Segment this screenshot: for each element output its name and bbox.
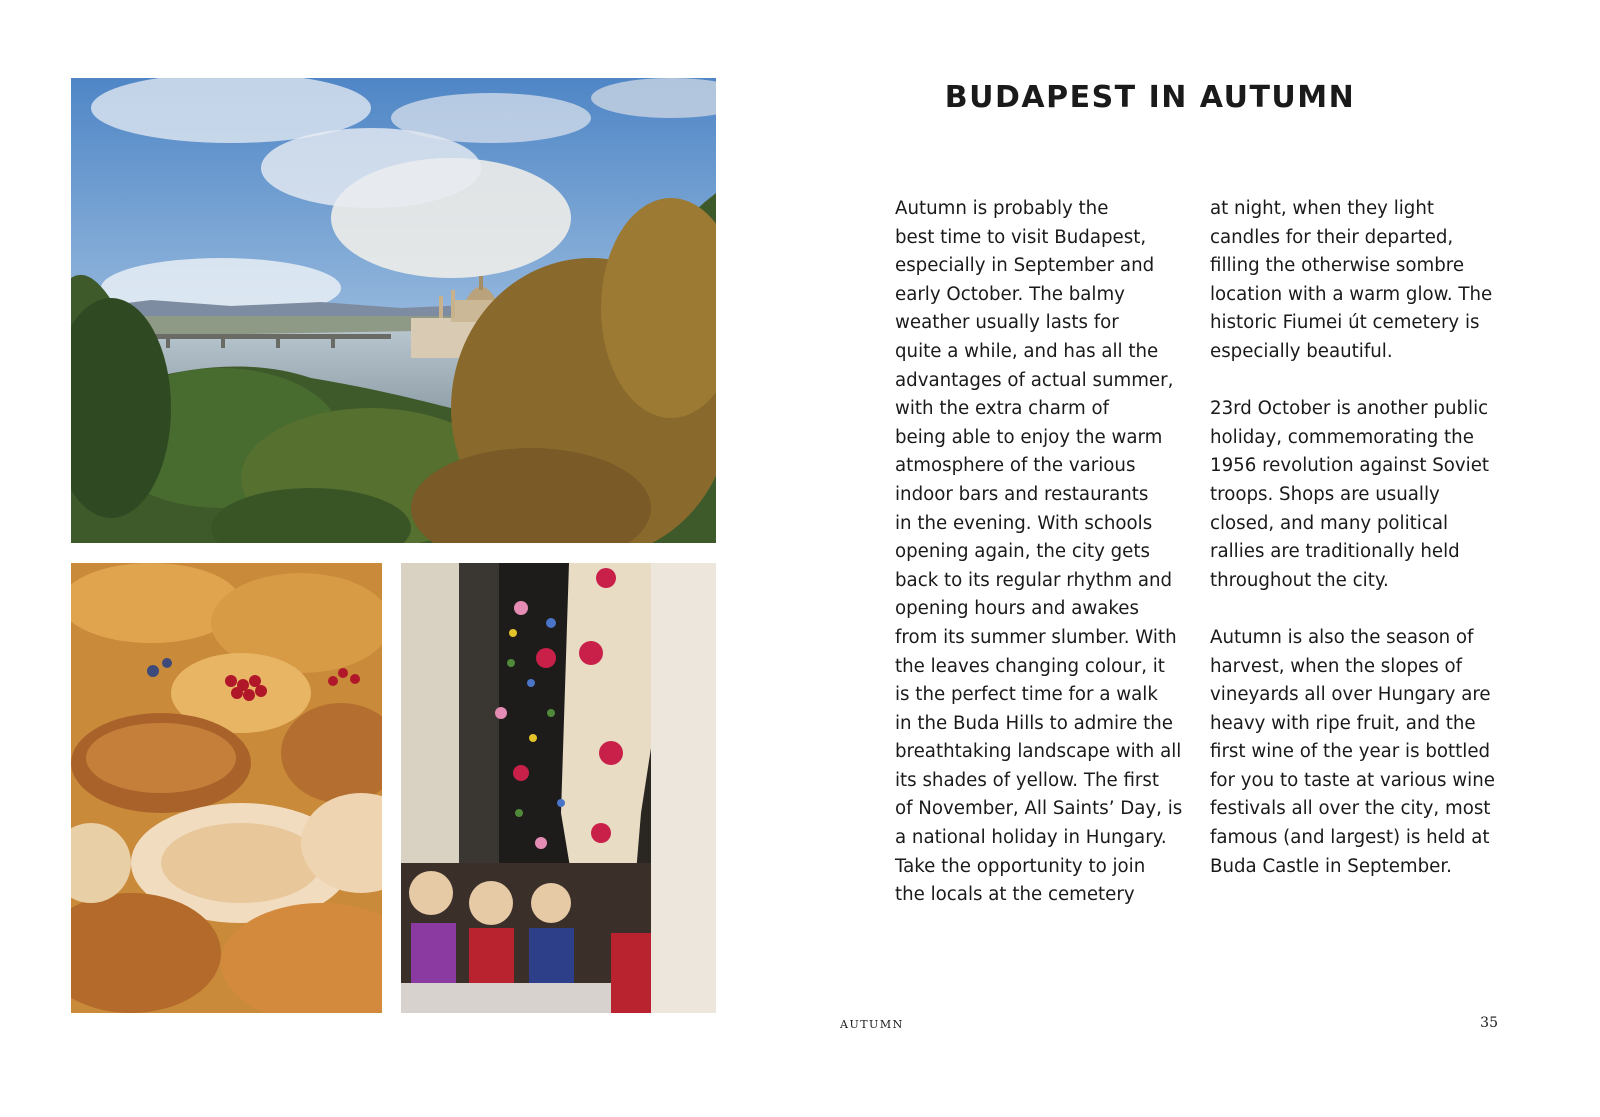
text-line: heavy with ripe fruit, and the xyxy=(1210,712,1476,734)
text-line: throughout the city. xyxy=(1210,569,1389,591)
text-line: its shades of yellow. The first xyxy=(895,769,1159,791)
paragraph xyxy=(1210,195,1530,367)
text-line: Take the opportunity to join xyxy=(895,855,1146,877)
text-line: especially beautiful. xyxy=(1210,340,1393,362)
text-line: first wine of the year is bottled xyxy=(1210,741,1491,763)
text-line: candles for their departed, xyxy=(1210,226,1454,248)
pastries-photo xyxy=(71,563,382,1013)
text-column-right xyxy=(1210,195,1530,881)
text-line: at night, when they light xyxy=(1210,198,1435,219)
text-line: in the evening. With schools xyxy=(895,512,1153,534)
paragraph xyxy=(895,195,1195,910)
text-line: weather usually lasts for xyxy=(895,312,1119,334)
text-line: filling the otherwise sombre xyxy=(1210,255,1465,277)
text-column-left xyxy=(895,195,1195,910)
text-line: opening again, the city gets xyxy=(895,541,1150,563)
text-line: indoor bars and restaurants xyxy=(895,483,1149,505)
text-line: best time to visit Budapest, xyxy=(895,226,1147,248)
text-line: early October. The balmy xyxy=(895,283,1125,305)
text-line: Buda Castle in September. xyxy=(1210,855,1452,877)
text-line: from its summer slumber. With xyxy=(895,626,1177,648)
text-line: Autumn is probably the xyxy=(895,198,1109,219)
text-line: Autumn is also the season of xyxy=(1210,626,1474,648)
text-line: vineyards all over Hungary are xyxy=(1210,684,1491,706)
text-line: for you to taste at various wine xyxy=(1210,769,1495,791)
paragraph xyxy=(1210,395,1530,595)
text-line: the locals at the cemetery xyxy=(895,884,1135,906)
text-line: famous (and largest) is held at xyxy=(1210,827,1490,849)
text-line: 23rd October is another public xyxy=(1210,398,1489,420)
text-line: opening hours and awakes xyxy=(895,598,1139,620)
running-footer-section: AUTUMN xyxy=(840,1018,904,1031)
text-line: historic Fiumei út cemetery is xyxy=(1210,312,1480,334)
text-line: breathtaking landscape with all xyxy=(895,741,1182,763)
text-line: is the perfect time for a walk xyxy=(895,684,1158,706)
text-line: rallies are traditionally held xyxy=(1210,541,1460,563)
text-line: advantages of actual summer, xyxy=(895,369,1174,391)
text-line: in the Buda Hills to admire the xyxy=(895,712,1173,734)
text-line: closed, and many political xyxy=(1210,512,1449,534)
page-title: BUDAPEST IN AUTUMN xyxy=(944,80,1356,115)
text-line: harvest, when the slopes of xyxy=(1210,655,1462,677)
lace-embroidery-photo xyxy=(401,563,716,1013)
text-line: festivals all over the city, most xyxy=(1210,798,1491,820)
budapest-panorama-photo xyxy=(71,78,716,543)
text-line: atmosphere of the various xyxy=(895,455,1136,477)
text-line: especially in September and xyxy=(895,255,1155,277)
text-line: holiday, commemorating the xyxy=(1210,426,1474,448)
text-line: quite a while, and has all the xyxy=(895,340,1159,362)
text-line: troops. Shops are usually xyxy=(1210,483,1440,505)
text-line: of November, All Saints’ Day, is xyxy=(895,798,1183,820)
text-line: being able to enjoy the warm xyxy=(895,426,1163,448)
page-number: 35 xyxy=(1480,1015,1498,1031)
text-line: location with a warm glow. The xyxy=(1210,283,1493,305)
text-line: with the extra charm of xyxy=(895,398,1110,420)
paragraph xyxy=(1210,624,1530,881)
text-line: the leaves changing colour, it xyxy=(895,655,1165,677)
text-line: a national holiday in Hungary. xyxy=(895,827,1167,849)
text-line: back to its regular rhythm and xyxy=(895,569,1173,591)
text-line: 1956 revolution against Soviet xyxy=(1210,455,1490,477)
